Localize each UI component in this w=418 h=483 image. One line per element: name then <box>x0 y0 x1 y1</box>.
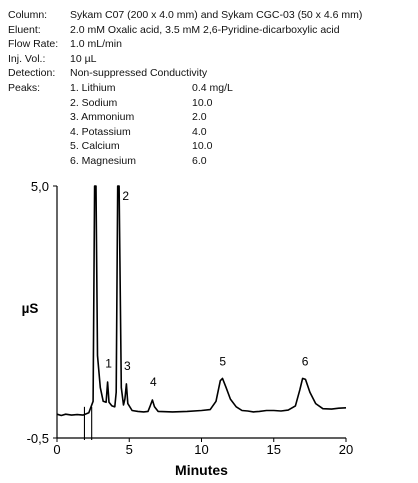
peak-label: 4 <box>150 374 157 389</box>
peak-name: 4. Potassium <box>70 125 131 138</box>
condition-label: Column: <box>8 9 48 21</box>
peak-name: 5. Calcium <box>70 140 120 153</box>
peaks-label: Peaks: <box>8 81 41 94</box>
peak-name: 1. Lithium <box>70 81 116 94</box>
condition-value: Non-suppressed Conductivity <box>70 67 208 80</box>
condition-label: Detection: <box>8 67 56 80</box>
peak-label: 2 <box>122 189 130 203</box>
condition-label: Inj. Vol.: <box>8 52 46 65</box>
peak-name: 6. Magnesium <box>70 154 136 167</box>
peak-name: 3. Ammonium <box>70 111 135 124</box>
condition-label: Eluent: <box>8 23 41 36</box>
x-tick-label: 0 <box>53 442 61 457</box>
peak-label: 6 <box>301 354 309 369</box>
peak-conc: 4.0 <box>192 125 207 138</box>
chromatogram-trace <box>57 186 346 416</box>
peak-conc: 0.4 <box>192 81 207 94</box>
condition-value: 1.0 mL/min <box>70 38 122 51</box>
peak-label: 3 <box>124 358 131 373</box>
x-tick-label: 20 <box>338 442 354 457</box>
x-axis-title: Minutes <box>175 462 228 478</box>
peak-label: 1 <box>105 356 112 371</box>
peak-conc: 10.0 <box>192 140 213 153</box>
x-tick-label: 10 <box>194 442 209 457</box>
condition-value: Sykam C07 (200 x 4.0 mm) and Sykam CGC-03 (50 x 4.6 mm) <box>70 9 363 21</box>
x-tick-label: 15 <box>266 442 281 457</box>
peak-conc: 2.0 <box>192 111 207 124</box>
condition-value: 2.0 mM Oxalic acid, 3.5 mM 2,6-Pyridine-dicarboxylic acid <box>70 23 340 36</box>
peak-conc: 10.0 <box>192 96 213 109</box>
y-tick-label: -0,5 <box>26 431 49 446</box>
condition-value: 10 µL <box>70 52 97 65</box>
peak-name: 2. Sodium <box>70 96 118 109</box>
y-axis-title: µS <box>21 301 39 316</box>
peak-unit: mg/L <box>209 81 233 94</box>
x-tick-label: 5 <box>125 442 133 457</box>
y-tick-label: 5,0 <box>30 179 49 194</box>
peak-conc: 6.0 <box>192 154 207 167</box>
peak-label: 5 <box>219 354 227 369</box>
condition-label: Flow Rate: <box>8 38 59 51</box>
